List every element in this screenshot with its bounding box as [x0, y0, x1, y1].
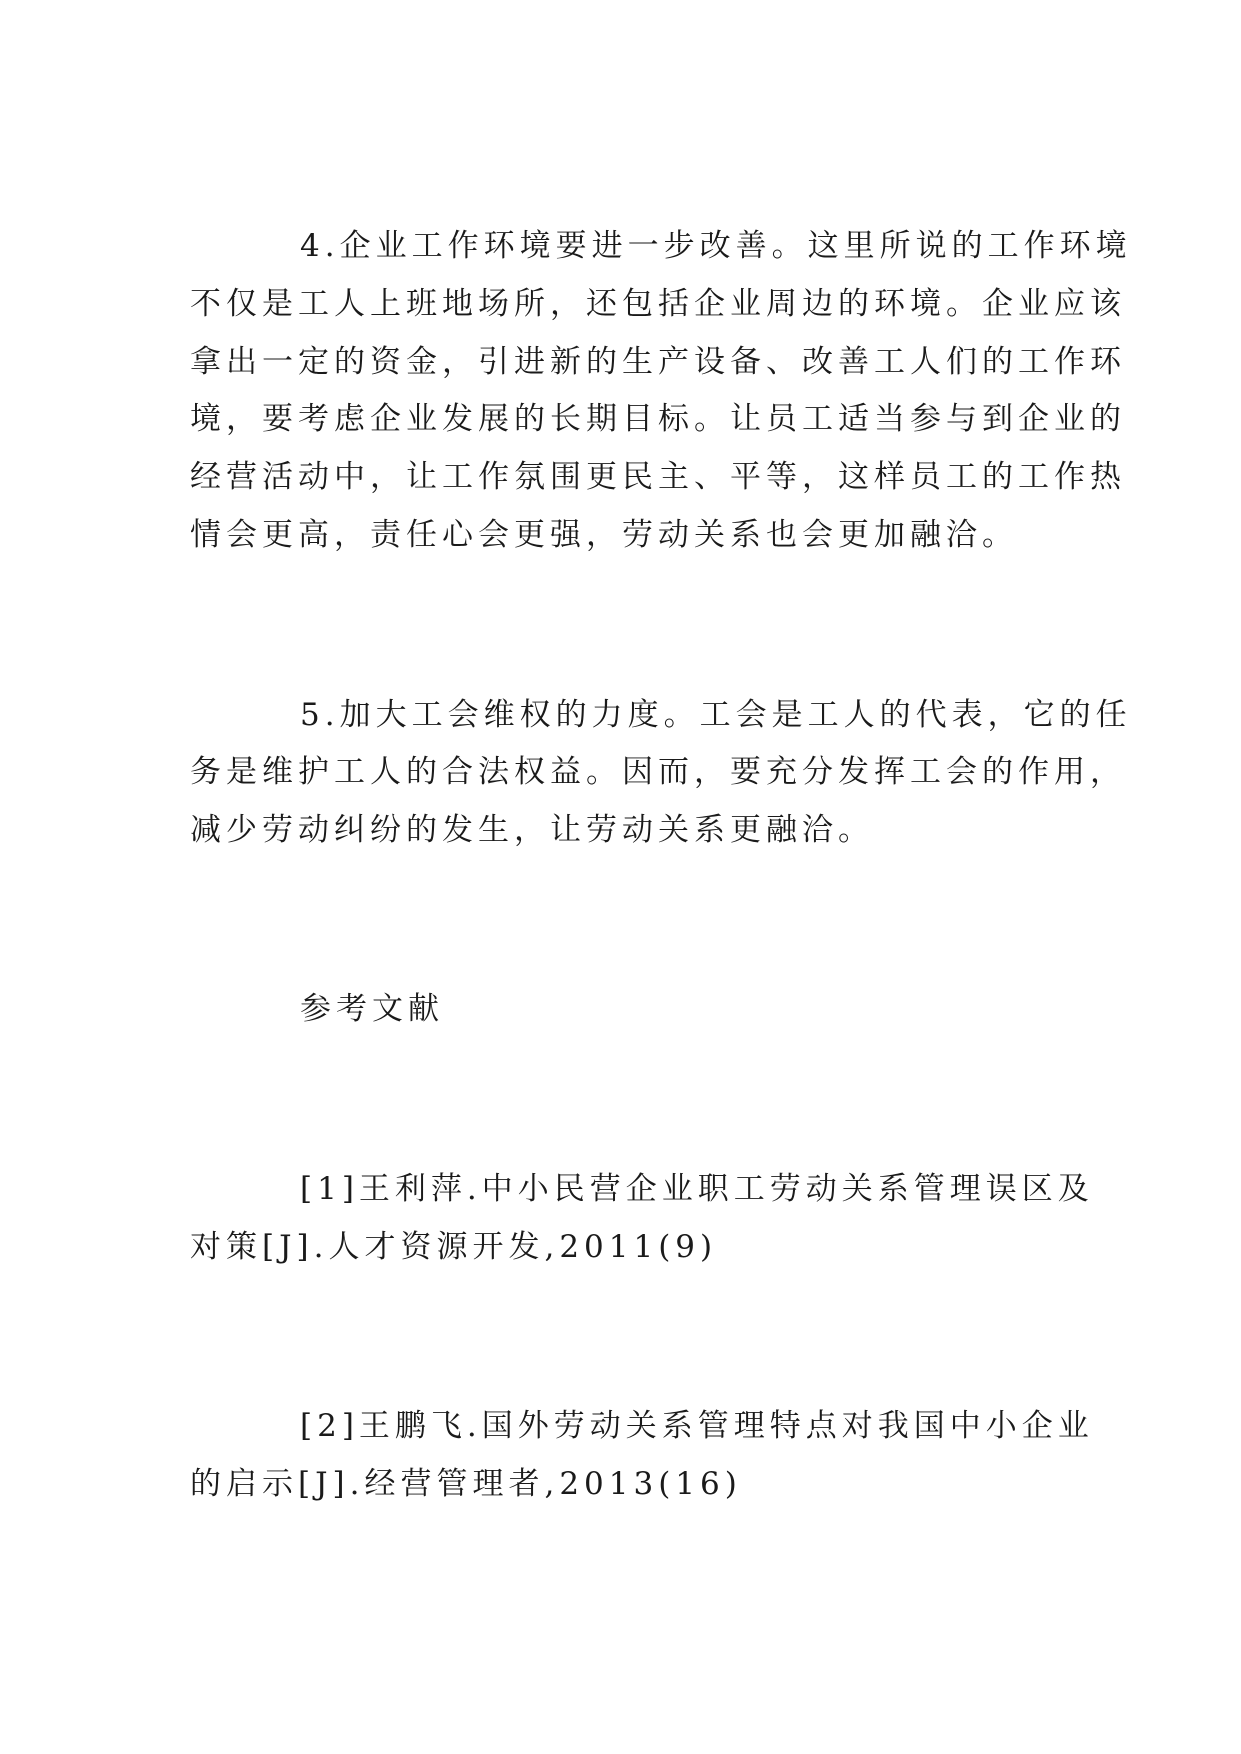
- reference-line: 对策[J].人才资源开发,2011(9): [190, 1229, 718, 1265]
- paragraph-line: 4.企业工作环境要进一步改善。这里所说的工作环境: [300, 228, 1132, 264]
- paragraph-line: 经营活动中，让工作氛围更民主、平等，这样员工的工作热: [190, 459, 1126, 495]
- paragraph-line: 拿出一定的资金，引进新的生产设备、改善工人们的工作环: [190, 344, 1126, 380]
- references-heading: 参考文献: [300, 991, 444, 1027]
- paragraph-line: 情会更高，责任心会更强，劳动关系也会更加融洽。: [190, 517, 1018, 553]
- reference-line: 的启示[J].经营管理者,2013(16): [190, 1466, 742, 1502]
- paragraph-line: 不仅是工人上班地场所，还包括企业周边的环境。企业应该: [190, 286, 1126, 322]
- paragraph-line: 境，要考虑企业发展的长期目标。让员工适当参与到企业的: [190, 401, 1126, 437]
- paragraph-line: 减少劳动纠纷的发生，让劳动关系更融洽。: [190, 812, 874, 848]
- reference-line: [2]王鹏飞.国外劳动关系管理特点对我国中小企业: [300, 1408, 1094, 1444]
- paragraph-line: 务是维护工人的合法权益。因而，要充分发挥工会的作用，: [190, 754, 1126, 790]
- paragraph-line: 5.加大工会维权的力度。工会是工人的代表，它的任: [300, 697, 1132, 733]
- reference-line: [1]王利萍.中小民营企业职工劳动关系管理误区及: [300, 1171, 1094, 1207]
